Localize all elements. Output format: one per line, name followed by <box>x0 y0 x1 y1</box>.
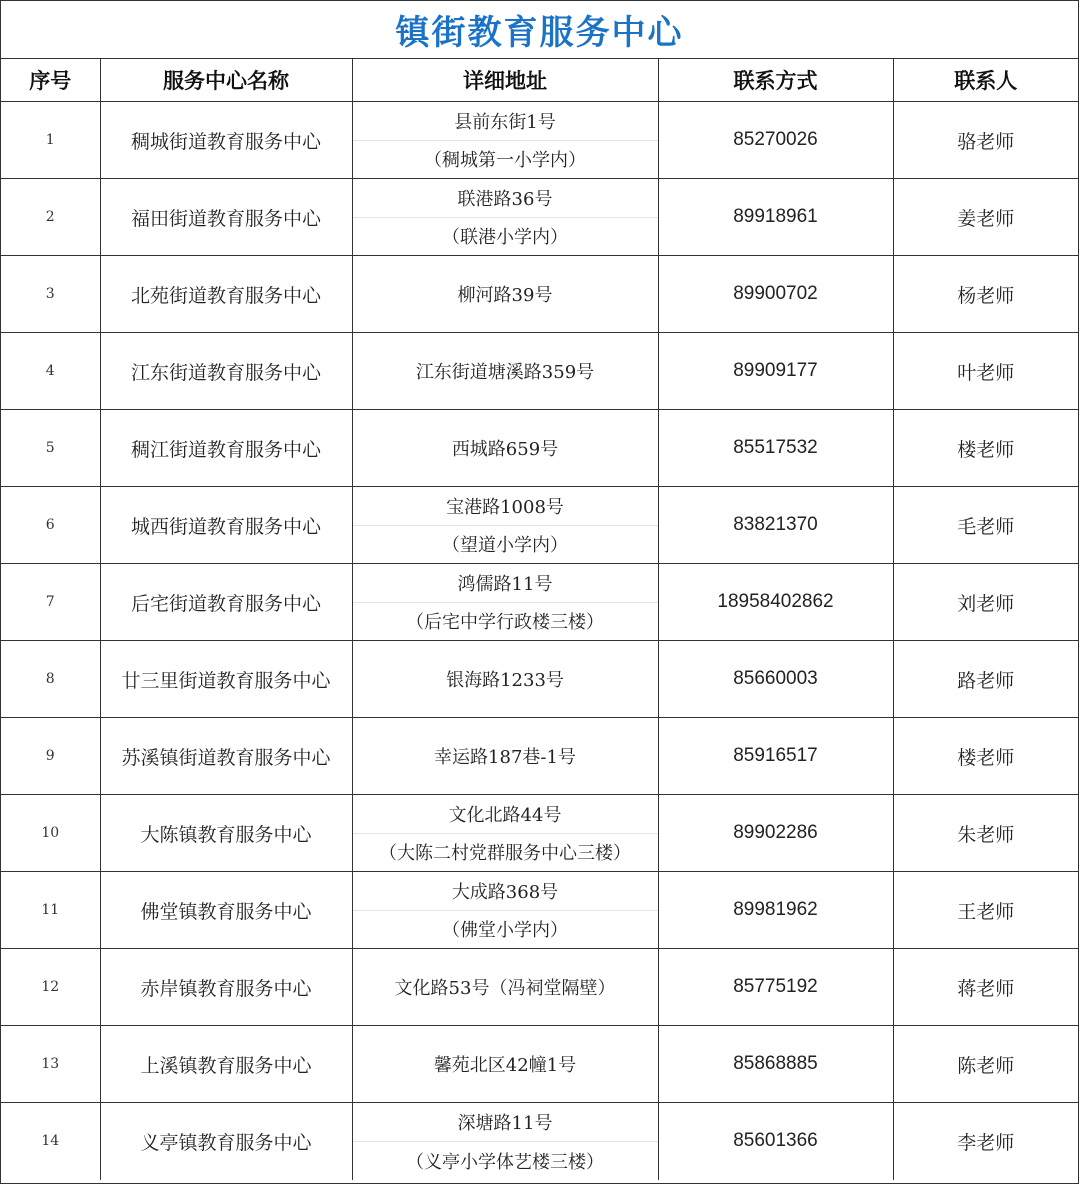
contact-person: 楼老师 <box>893 410 1078 487</box>
row-index: 4 <box>1 333 100 410</box>
contact-phone: 89909177 <box>658 333 893 410</box>
table-row <box>1 795 1078 872</box>
address-note: （稠城第一小学内） <box>353 140 658 179</box>
contact-person: 路老师 <box>893 641 1078 718</box>
address-street: 深塘路11号 <box>457 1113 553 1134</box>
address-lines <box>353 410 658 486</box>
contact-person: 朱老师 <box>893 795 1078 872</box>
address-lines <box>353 102 658 178</box>
table-body <box>1 102 1078 1180</box>
page-title: 镇街教育服务中心 <box>1 1 1078 59</box>
address-cell <box>352 641 658 718</box>
address-lines <box>353 256 658 332</box>
contact-person: 骆老师 <box>893 102 1078 179</box>
contact-phone: 89900702 <box>658 256 893 333</box>
address-street: 鸿儒路11号 <box>457 573 553 595</box>
address-note: （后宅中学行政楼三楼） <box>353 602 658 641</box>
contact-phone: 85601366 <box>658 1103 893 1180</box>
contact-person: 蒋老师 <box>893 949 1078 1026</box>
row-index: 5 <box>1 410 100 487</box>
contact-person: 楼老师 <box>893 718 1078 795</box>
contact-person: 姜老师 <box>893 179 1078 256</box>
address-note: （望道小学内） <box>353 525 658 564</box>
contact-phone: 85916517 <box>658 718 893 795</box>
address-street: 宝港路1008号 <box>446 496 564 518</box>
address-cell <box>352 872 658 949</box>
table-row <box>1 256 1078 333</box>
contact-person: 李老师 <box>957 1131 1015 1154</box>
address-cell <box>352 718 658 795</box>
address-lines <box>353 179 658 255</box>
row-index: 11 <box>1 872 100 949</box>
row-index: 7 <box>1 564 100 641</box>
address-street: 西城路659号 <box>451 439 559 460</box>
contact-person: 王老师 <box>893 872 1078 949</box>
address-cell <box>352 795 658 872</box>
table-row <box>1 1103 1078 1180</box>
center-name: 苏溪镇街道教育服务中心 <box>100 718 352 795</box>
address-street: 文化北路44号 <box>448 804 562 826</box>
center-name: 江东街道教育服务中心 <box>100 333 352 410</box>
contact-phone: 85868885 <box>658 1026 893 1103</box>
address-note: （义亭小学体艺楼三楼） <box>353 1141 658 1180</box>
address-street: 江东街道塘溪路359号 <box>415 362 595 383</box>
row-index: 12 <box>1 949 100 1026</box>
table-row <box>1 102 1078 179</box>
contact-person: 陈老师 <box>893 1026 1078 1103</box>
center-name: 后宅街道教育服务中心 <box>100 564 352 641</box>
row-index: 3 <box>1 256 100 333</box>
address-cell <box>352 487 658 564</box>
row-index: 1 <box>1 102 100 179</box>
contact-person: 杨老师 <box>893 256 1078 333</box>
table-row <box>1 410 1078 487</box>
contact-phone: 89902286 <box>658 795 893 872</box>
address-cell <box>352 1026 658 1103</box>
service-center-table <box>1 59 1078 1180</box>
center-name: 大陈镇教育服务中心 <box>100 795 352 872</box>
contact-phone: 89981962 <box>658 872 893 949</box>
address-lines <box>353 564 658 640</box>
center-name: 稠城街道教育服务中心 <box>100 102 352 179</box>
address-street: 柳河路39号 <box>457 285 553 306</box>
table-row <box>1 487 1078 564</box>
address-lines <box>353 718 658 794</box>
address-note: （大陈二村党群服务中心三楼） <box>353 833 658 872</box>
center-name: 稠江街道教育服务中心 <box>100 410 352 487</box>
table-row <box>1 641 1078 718</box>
address-street: 县前东街1号 <box>454 111 556 133</box>
center-name: 上溪镇教育服务中心 <box>100 1026 352 1103</box>
center-name: 北苑街道教育服务中心 <box>100 256 352 333</box>
contact-phone: 85660003 <box>658 641 893 718</box>
row-index: 2 <box>1 179 100 256</box>
header-contact: 联系人 <box>893 59 1078 102</box>
address-lines <box>353 872 658 948</box>
address-lines <box>353 487 658 563</box>
contact-phone: 85270026 <box>658 102 893 179</box>
table-row <box>1 949 1078 1026</box>
center-name: 福田街道教育服务中心 <box>100 179 352 256</box>
address-street: 大成路368号 <box>451 881 559 903</box>
address-street: 幸运路187巷-1号 <box>434 747 576 768</box>
center-name: 义亭镇教育服务中心 <box>100 1103 352 1180</box>
contact-phone: 85517532 <box>658 410 893 487</box>
header-address: 详细地址 <box>352 59 658 102</box>
address-cell <box>352 256 658 333</box>
contact-person: 刘老师 <box>893 564 1078 641</box>
table-row <box>1 1026 1078 1103</box>
row-index: 9 <box>1 718 100 795</box>
address-cell <box>352 410 658 487</box>
contact-person: 叶老师 <box>893 333 1078 410</box>
address-cell <box>352 333 658 410</box>
row-index: 10 <box>1 795 100 872</box>
contact-phone: 85775192 <box>658 949 893 1026</box>
contact-phone: 18958402862 <box>658 564 893 641</box>
address-lines <box>353 641 658 717</box>
table-header-row <box>1 59 1078 102</box>
address-cell <box>352 179 658 256</box>
table-row <box>1 333 1078 410</box>
center-name: 赤岸镇教育服务中心 <box>100 949 352 1026</box>
contact-phone: 83821370 <box>658 487 893 564</box>
address-cell <box>352 949 658 1026</box>
address-cell <box>352 1103 658 1180</box>
address-lines <box>353 1103 658 1179</box>
address-note: （佛堂小学内） <box>353 910 658 949</box>
center-name: 廿三里街道教育服务中心 <box>100 641 352 718</box>
center-name: 城西街道教育服务中心 <box>100 487 352 564</box>
table-row <box>1 872 1078 949</box>
header-center-name: 服务中心名称 <box>100 59 352 102</box>
table-row <box>1 179 1078 256</box>
address-street: 银海路1233号 <box>446 670 564 691</box>
address-street: 文化路53号（冯祠堂隔壁） <box>394 978 616 999</box>
address-street: 馨苑北区42幢1号 <box>433 1055 577 1076</box>
row-index: 13 <box>1 1026 100 1103</box>
address-cell <box>352 102 658 179</box>
center-name: 佛堂镇教育服务中心 <box>100 872 352 949</box>
address-lines <box>353 949 658 1025</box>
table-row <box>1 564 1078 641</box>
row-index: 8 <box>1 641 100 718</box>
row-index: 6 <box>1 487 100 564</box>
contact-phone: 89918961 <box>658 179 893 256</box>
address-cell <box>352 564 658 641</box>
address-lines <box>353 333 658 409</box>
contact-person: 毛老师 <box>893 487 1078 564</box>
address-lines <box>353 1026 658 1102</box>
address-street: 联港路36号 <box>457 188 553 210</box>
table-row <box>1 718 1078 795</box>
header-index: 序号 <box>1 59 100 102</box>
address-note: （联港小学内） <box>353 217 658 256</box>
row-index: 14 <box>1 1103 100 1180</box>
address-lines <box>353 795 658 871</box>
header-phone: 联系方式 <box>658 59 893 102</box>
